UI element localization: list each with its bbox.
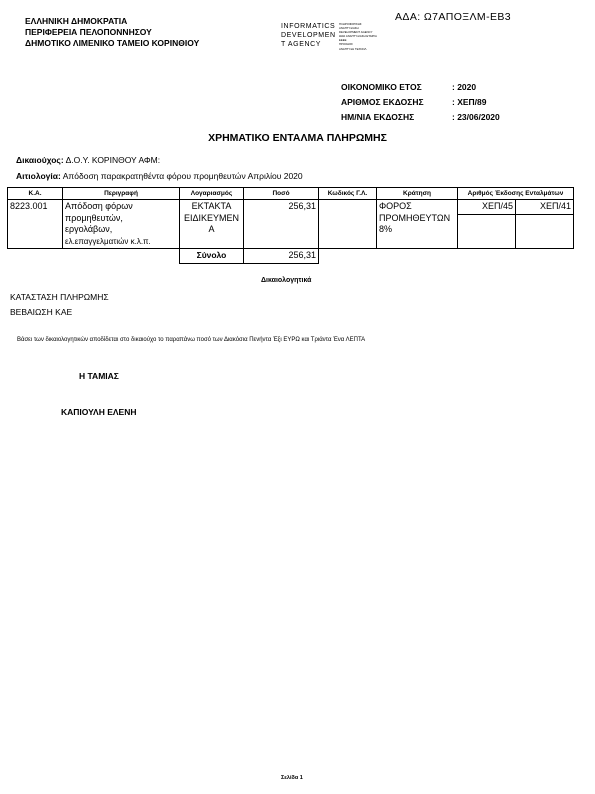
payment-status: ΚΑΤΑΣΤΑΣΗ ΠΛΗΡΩΜΗΣ <box>10 292 109 302</box>
ada-code: ΑΔΑ: Ω7ΑΠΟΞΛΜ-ΕΒ3 <box>395 11 512 23</box>
cell-account <box>180 200 244 249</box>
total-spacer-right <box>319 249 574 264</box>
table-header-row <box>8 188 574 200</box>
issue-number-2: ΧΕΠ/41 <box>516 200 573 215</box>
fiscal-year-text: 2020 <box>457 82 477 92</box>
account-line-3: Α <box>208 224 215 234</box>
table-row <box>8 200 574 249</box>
cell-ka: 8223.001 <box>8 200 63 249</box>
cell-amount: 256,31 <box>244 200 319 249</box>
reason-label: Αιτιολογία: <box>16 171 61 181</box>
fiscal-year-value: : 2020 <box>452 82 477 92</box>
kae-certification: ΒΕΒΑΙΩΣΗ ΚΑΕ <box>10 307 73 317</box>
issue-date-value: : 23/06/2020 <box>452 112 500 122</box>
header-amount: Ποσό <box>244 188 319 200</box>
header-organization: ΔΗΜΟΤΙΚΟ ΛΙΜΕΝΙΚΟ ΤΑΜΕΙΟ ΚΟΡΙΝΘΙΟΥ <box>25 38 200 48</box>
logo-small-5: ΕΕΕΕ <box>339 38 347 43</box>
header-region: ΠΕΡΙΦΕΡΕΙΑ ΠΕΛΟΠΟΝΝΗΣΟΥ <box>25 27 152 37</box>
supporting-docs-heading: Δικαιολογητικά <box>261 277 312 284</box>
account-line-1: ΕΚΤΑΚΤΑ <box>191 201 232 211</box>
logo-small-6: ΠΡΟΟΔΟΣ <box>339 42 353 47</box>
creditor-line <box>16 155 160 165</box>
header-gl-code: Κωδικός Γ.Λ. <box>319 188 377 200</box>
logo-small-2: ΑΝΑΠΤΥΞΙΑΚΗ <box>339 26 359 31</box>
treasurer-title: Η ΤΑΜΙΑΣ <box>79 371 119 381</box>
logo-small-3: DEVELOPMENT AGENCY <box>339 30 373 35</box>
account-line-2: ΕΙΔΙΚΕΥΜΕΝ <box>183 212 240 223</box>
logo-small-1: ΠΛΗΡΟΦΟΡΙΚΗΣ <box>339 22 362 26</box>
issue-date-text: 23/06/2020 <box>457 112 500 122</box>
logo-line-3: T AGENCY <box>281 41 322 48</box>
header-ka: Κ.Α. <box>8 188 63 200</box>
desc-line-1: Απόδοση φόρων <box>65 201 133 211</box>
desc-line-4: ελ.επαγγελματιών κ.λ.π. <box>65 236 151 246</box>
cell-description <box>63 200 180 249</box>
issue-number-1: ΧΕΠ/45 <box>458 200 515 215</box>
cell-issue-number-1 <box>458 200 516 249</box>
retention-line-2: ΠΡΟΜΗΘΕΥΤΩΝ <box>379 212 451 223</box>
cell-issue-number-2 <box>516 200 574 249</box>
logo-line-1: INFORMATICS <box>281 23 336 30</box>
treasurer-name: ΚΑΠΙΟΥΛΗ ΕΛΕΝΗ <box>61 407 137 417</box>
desc-line-3: εργολάβων, <box>65 224 113 234</box>
logo-line-2: DEVELOPMEN <box>281 32 336 39</box>
table-total-row <box>8 249 574 264</box>
fiscal-year-label: ΟΙΚΟΝΟΜΙΚΟ ΕΤΟΣ <box>341 82 422 92</box>
issue-number-text: ΧΕΠ/89 <box>457 97 487 107</box>
cell-retention <box>377 200 458 249</box>
total-label: Σύνολο <box>180 249 244 264</box>
document-title: ΧΡΗΜΑΤΙΚΟ ΕΝΤΑΛΜΑ ΠΛΗΡΩΜΗΣ <box>208 132 387 144</box>
retention-line-3: 8% <box>379 224 393 234</box>
issue-date-label: ΗΜ/ΝΙΑ ΕΚΔΟΣΗΣ <box>341 112 415 122</box>
logo-small-4: ΩΩΩ ΑΝΑΠΤΥΞΙΑΚΗ ΕΤΑΙΡΙΑ <box>339 34 377 39</box>
reason-line <box>16 171 303 181</box>
retention-line-1: ΦΟΡΟΣ <box>379 201 412 211</box>
creditor-value: Δ.Ο.Υ. ΚΟΡΙΝΘΟΥ ΑΦΜ: <box>65 155 161 165</box>
total-spacer <box>8 249 180 264</box>
total-value: 256,31 <box>244 249 319 264</box>
certification-text: Βάσει των δικαιολογητικών αποδίδεται στο δικαιούχο το παραπάνω ποσό των Διακόσια Πενήντα Έξι ΕΥΡΩ και Τριάντα Ένα ΛΕΠΤΑ <box>17 337 366 343</box>
reason-value: Απόδοση παρακρατηθέντα φόρου προμηθευτών Απριλίου 2020 <box>62 171 303 181</box>
agency-logo <box>281 22 336 49</box>
issue-number-label: ΑΡΙΘΜΟΣ ΕΚΔΟΣΗΣ <box>341 97 424 107</box>
issue-number-value: : ΧΕΠ/89 <box>452 97 487 107</box>
header-description: Περιγραφή <box>63 188 180 200</box>
header-issue-numbers: Αριθμός Έκδοσης Ενταλμάτων <box>458 188 574 200</box>
agency-logo-text <box>339 22 377 51</box>
header-retention: Κράτηση <box>377 188 458 200</box>
header-country: ΕΛΛΗΝΙΚΗ ΔΗΜΟΚΡΑΤΙΑ <box>25 16 128 26</box>
creditor-label: Δικαιούχος: <box>16 155 64 165</box>
page-number: Σελίδα 1 <box>281 775 303 781</box>
cell-gl-code <box>319 200 377 249</box>
desc-line-2: προμηθευτών, <box>65 212 123 223</box>
payment-table <box>7 187 574 264</box>
logo-small-7: ΑΝΑΠΤΥΞΗ ΤΕΧΝΟΛ. <box>339 46 368 51</box>
header-account: Λογαριασμός <box>180 188 244 200</box>
